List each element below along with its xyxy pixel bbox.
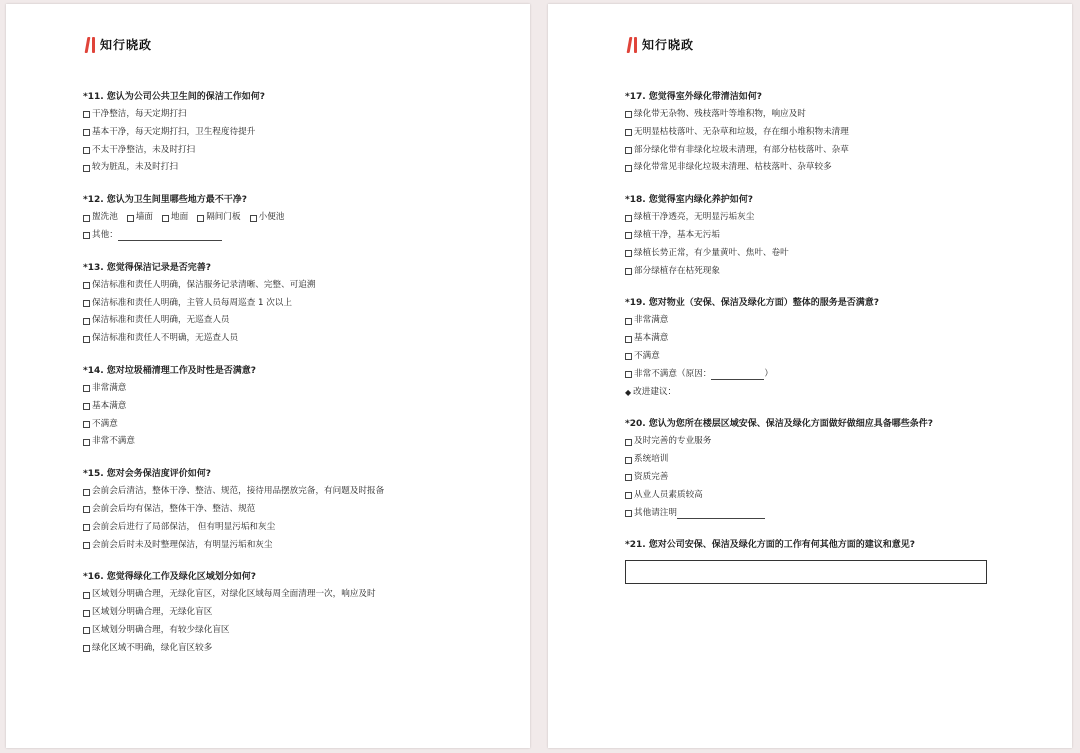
option-label: 会前会后进行了局部保洁， 但有明显污垢和灰尘 [92,521,276,532]
option-label: 绿化带无杂物、残枝落叶等堆积物，响应及时 [634,109,806,119]
checkbox[interactable] [625,147,632,154]
option-row[interactable] [83,501,510,519]
question-title: *13. 您觉得保洁记录是否完善? [83,262,212,273]
option-row[interactable] [83,159,510,177]
question-title: *19. 您对物业（安保、保洁及绿化方面）整体的服务是否满意? [625,298,880,309]
checkbox[interactable] [162,215,169,222]
question-title: *18. 您觉得室内绿化养护如何? [625,195,754,206]
option-label: 非常不满意 [92,436,135,447]
option-row[interactable] [83,622,510,640]
option-row[interactable] [162,209,188,227]
option-row[interactable] [83,398,510,416]
suggestion-label: 改进建议： [633,386,677,397]
question-block [83,191,510,245]
option-label: 保洁标准和责任人明确，主管人员每周巡查 1 次以上 [92,297,292,308]
option-row[interactable] [250,209,285,227]
checkbox[interactable] [625,318,632,325]
option-row[interactable] [625,433,1052,451]
option-row[interactable] [625,312,1052,330]
question-block [83,88,510,177]
logo-mark-icon [86,37,95,53]
option-label: 区域划分明确合理，有较少绿化盲区 [92,624,230,635]
checkbox[interactable] [83,318,90,325]
document-page-right [548,4,1072,748]
checkbox[interactable] [197,215,204,222]
checkbox[interactable] [83,645,90,652]
checkbox[interactable] [83,506,90,513]
question-block [83,465,510,554]
option-row[interactable] [83,330,510,348]
checkbox[interactable] [83,232,90,239]
option-row[interactable] [83,295,510,313]
question-block [83,362,510,451]
question-title: *12. 您认为卫生间里哪些地方最不干净? [83,195,248,206]
option-label: 保洁标准和责任人不明确，无巡查人员 [92,333,239,344]
brand-logo [86,36,152,53]
checkbox[interactable] [83,165,90,172]
option-label: 无明显枯枝落叶、无杂草和垃圾，存在细小堆积物未清理 [634,126,849,137]
option-label: 从业人员素质较高 [634,489,703,500]
option-label: 及时完善的专业服务 [634,436,712,447]
option-label: 基本干净，每天定期打扫，卫生程度待提升 [92,126,256,137]
checkbox[interactable] [83,592,90,599]
other-row[interactable] [83,227,510,245]
checkbox[interactable] [625,353,632,360]
option-label: 绿化带常见非绿化垃圾未清理、枯枝落叶、杂草较多 [634,162,832,173]
other-blank[interactable] [677,508,765,519]
option-row[interactable] [625,124,1052,142]
option-row[interactable] [83,106,510,124]
question-title: *16. 您觉得绿化工作及绿化区域划分如何? [83,572,257,583]
option-label: 不太干净整洁，未及时打扫 [92,144,196,155]
checkbox[interactable] [83,336,90,343]
option-row[interactable] [83,640,510,658]
option-label: 基本满意 [92,400,127,411]
question-block [625,415,1052,522]
checkbox[interactable] [625,129,632,136]
option-row[interactable] [625,159,1052,177]
option-row[interactable] [83,124,510,142]
option-row[interactable] [625,227,1052,245]
option-label: 不满意 [634,350,660,361]
option-label: 保洁标准和责任人明确，无巡查人员 [92,315,230,326]
option-label: 非常满意 [634,315,669,326]
brand-logo [628,36,694,53]
other-blank[interactable] [118,230,222,241]
option-row[interactable] [625,366,1052,384]
option-label: 会前会后均有保洁，整体干净、整洁、规范 [92,503,256,514]
diamond-bullet-icon: ◆ [625,387,632,397]
question-block [625,294,1052,401]
logo-text: 知行晓政 [100,38,153,52]
checkbox[interactable] [83,524,90,531]
checkbox[interactable] [127,215,134,222]
option-label: 干净整洁，每天定期打扫 [92,109,187,119]
checkbox[interactable] [83,129,90,136]
checkbox[interactable] [83,300,90,307]
checkbox[interactable] [625,439,632,446]
option-row[interactable] [625,263,1052,281]
option-row[interactable] [83,312,510,330]
option-row[interactable] [83,586,510,604]
option-label: 绿化区域不明确，绿化盲区较多 [92,642,213,653]
option-label: 区域划分明确合理，无绿化盲区，对绿化区域每周全面清理一次，响应及时 [92,589,376,600]
option-row[interactable] [83,277,510,295]
checkbox[interactable] [83,421,90,428]
inline-options [83,209,510,227]
checkbox[interactable] [83,403,90,410]
checkbox[interactable] [625,232,632,239]
checkbox[interactable] [625,492,632,499]
question-block [83,259,510,348]
option-row[interactable] [625,245,1052,263]
logo-text: 知行晓政 [642,38,695,52]
checkbox[interactable] [83,627,90,634]
question-block [83,568,510,657]
option-label: 小便池 [258,212,285,223]
option-row[interactable] [625,451,1052,469]
checkbox[interactable] [625,250,632,257]
option-row[interactable] [625,348,1052,366]
checkbox[interactable] [625,457,632,464]
checkbox[interactable] [83,610,90,617]
reason-blank[interactable] [711,369,764,380]
other-row[interactable] [625,505,1052,523]
question-title: *15. 您对会务保洁度评价如何? [83,469,212,480]
option-row[interactable] [83,380,510,398]
checkbox[interactable] [83,439,90,446]
option-label: 绿植干净，基本无污垢 [634,229,720,240]
checkbox[interactable] [625,268,632,275]
option-row[interactable] [197,209,240,227]
option-label: 不满意 [92,418,118,429]
question-title: *11. 您认为公司公共卫生间的保洁工作如何? [83,92,266,102]
option-row[interactable] [625,106,1052,124]
question-block [625,88,1052,177]
option-row[interactable] [625,209,1052,227]
question-title: *20. 您认为您所在楼层区域安保、保洁及绿化方面做好做细应具备哪些条件? [625,419,934,430]
questionnaire-right [625,88,1052,598]
option-label: 区域划分明确合理，无绿化盲区 [92,607,213,618]
option-label-suffix: ） [764,368,773,379]
suggestion-row [625,384,1052,402]
question-block [625,191,1052,280]
option-label: 资质完善 [634,471,669,482]
checkbox[interactable] [625,215,632,222]
option-row[interactable] [83,209,118,227]
option-label: 隔间门板 [206,212,241,223]
other-label: 其他请注明 [634,507,677,518]
option-row[interactable] [83,433,510,451]
checkbox[interactable] [83,489,90,496]
question-title: *21. 您对公司安保、保洁及绿化方面的工作有何其他方面的建议和意见? [625,540,916,551]
document-page-left [6,4,530,748]
option-row[interactable] [83,416,510,434]
option-label: 部分绿化带有非绿化垃圾未清理，有部分枯枝落叶、杂草 [634,144,849,155]
option-row[interactable] [83,537,510,555]
checkbox[interactable] [83,147,90,154]
option-label: 系统培训 [634,454,669,465]
other-label: 其他： [92,229,118,240]
logo-mark-icon [628,37,637,53]
question-block [625,536,1052,584]
option-label: 保洁标准和责任人明确，保洁服务记录清晰、完整、可追溯 [92,279,316,290]
option-label: 非常不满意（原因： [634,368,712,379]
option-label: 会前会后清洁，整体干净、整洁、规范，接待用品摆放完备，有问题及时报备 [92,486,385,497]
option-label: 部分绿植存在枯死现象 [634,265,720,276]
option-row[interactable] [625,142,1052,160]
option-label: 地面 [171,212,189,223]
checkbox[interactable] [250,215,257,222]
option-label: 盥洗池 [92,212,118,223]
option-label: 绿植干净透亮，无明显污垢灰尘 [634,212,755,223]
checkbox[interactable] [83,215,90,222]
checkbox[interactable] [625,336,632,343]
checkbox[interactable] [625,474,632,481]
option-label: 绿植长势正常，有少量黄叶、焦叶、卷叶 [634,247,789,258]
checkbox[interactable] [625,111,632,118]
option-label: 墙面 [135,212,153,223]
checkbox[interactable] [625,371,632,378]
checkbox[interactable] [83,282,90,289]
option-row[interactable] [83,483,510,501]
checkbox[interactable] [625,165,632,172]
checkbox[interactable] [83,542,90,549]
option-row[interactable] [83,142,510,160]
option-label: 非常满意 [92,382,127,393]
option-row[interactable] [127,209,153,227]
checkbox[interactable] [83,385,90,392]
questionnaire-left [83,88,510,672]
option-label: 会前会后时未及时整理保洁，有明显污垢和灰尘 [92,539,273,550]
answer-box[interactable] [625,560,987,584]
option-row[interactable] [625,487,1052,505]
question-title: *14. 您对垃圾桶清理工作及时性是否满意? [83,365,257,376]
option-row[interactable] [83,604,510,622]
question-title: *17. 您觉得室外绿化带清洁如何? [625,92,763,102]
option-label: 较为脏乱，未及时打扫 [92,162,178,173]
option-label: 基本满意 [634,333,669,344]
option-row[interactable] [625,469,1052,487]
checkbox[interactable] [625,510,632,517]
checkbox[interactable] [83,111,90,118]
option-row[interactable] [83,519,510,537]
option-row[interactable] [625,330,1052,348]
